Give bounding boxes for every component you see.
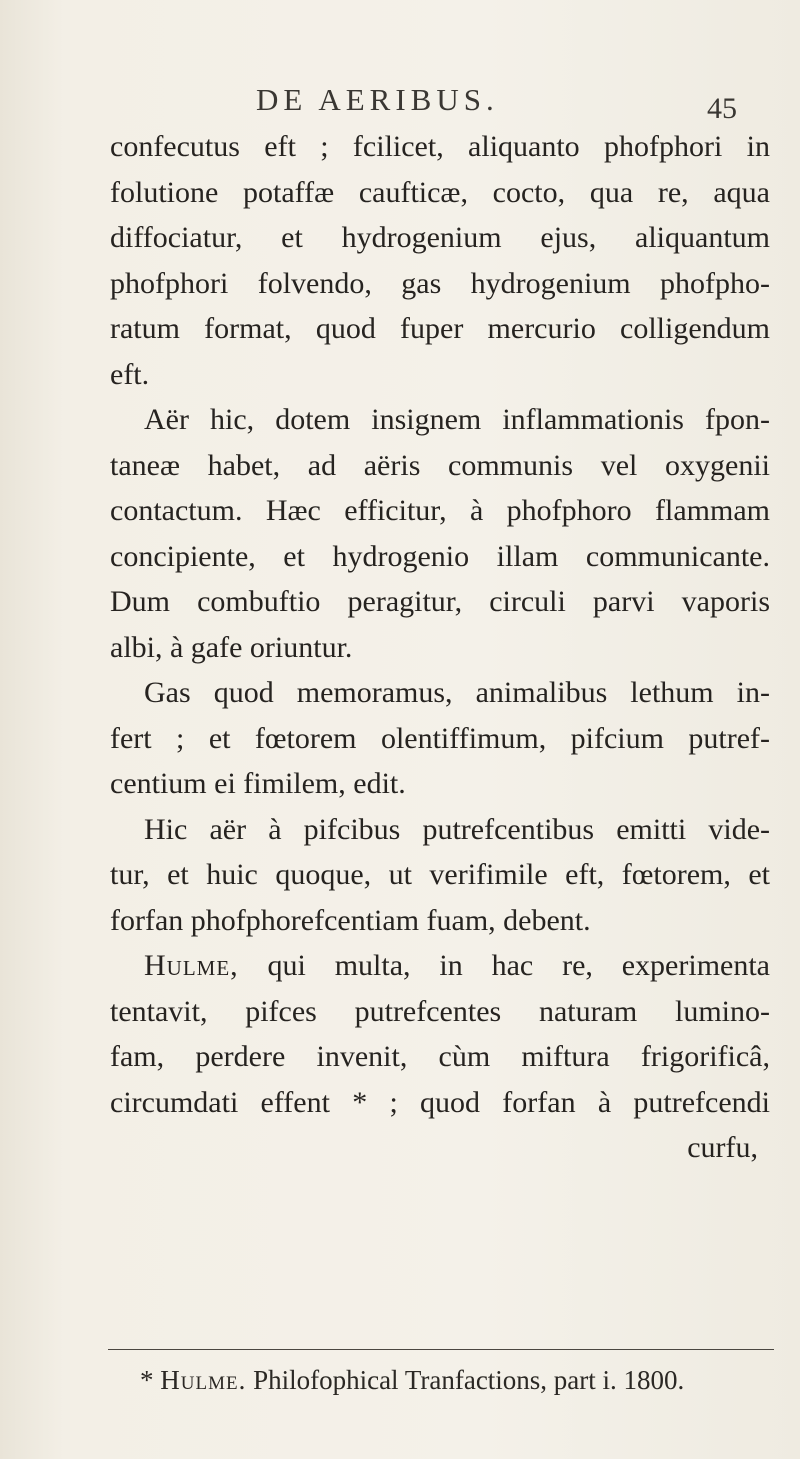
author-name: Hulme, <box>144 949 239 982</box>
text-line: circumdati effent * ; quod forfan à putrefcendi <box>110 1085 770 1119</box>
text-line: concipiente, et hydrogenio illam communicante. <box>110 539 770 573</box>
footnote-author: Hulme. <box>160 1365 247 1395</box>
footnote-rule <box>108 1349 774 1350</box>
text-line: phofphori folvendo, gas hydrogenium phofpho- <box>110 266 770 300</box>
text-line: eft. <box>110 357 150 391</box>
text-line: tentavit, pifces putrefcentes naturam lumino- <box>110 994 770 1028</box>
text-line: Gas quod memoramus, animalibus lethum in- <box>144 676 770 709</box>
page-header <box>0 76 800 126</box>
running-head: DE AERIBUS. <box>256 82 499 117</box>
footnote-marker: * <box>140 1365 154 1395</box>
text-line: ratum format, quod fuper mercurio colligendum <box>110 312 770 345</box>
text-line <box>110 943 770 989</box>
text-line: Dum combuftio peragitur, circuli parvi vaporis <box>110 585 770 618</box>
text-line: confecutus eft ; fcilicet, aliquanto phofphori in <box>110 130 770 163</box>
footnote-text: Philofophical Tranfactions, part i. 1800. <box>253 1365 685 1395</box>
text-line: contactum. Hæc efficitur, à phofphoro flammam <box>110 494 770 527</box>
catchword: curfu, <box>687 1131 758 1164</box>
text-line: forfan phofphorefcentiam fuam, debent. <box>110 903 591 937</box>
text-line: Aër hic, dotem insignem inflammationis fpon- <box>144 403 770 436</box>
paragraph-2 <box>110 397 770 670</box>
text-line-rest: qui multa, in hac re, experimenta <box>267 949 770 982</box>
paragraph-5 <box>110 943 770 1171</box>
text-line: tur, et huic quoque, ut verifimile eft, fœtorem, et <box>110 858 770 891</box>
paragraph-3 <box>110 670 770 807</box>
paragraph-4 <box>110 807 770 944</box>
text-line: albi, à gafe oriuntur. <box>110 630 353 664</box>
text-line: fam, perdere invenit, cùm miftura frigorificâ, <box>110 1040 770 1073</box>
page-number: 45 <box>707 92 737 125</box>
text-line: fert ; et fœtorem olentiffimum, pifcium putref- <box>110 721 770 755</box>
footnote <box>140 1362 780 1398</box>
text-line: taneæ habet, ad aëris communis vel oxygenii <box>110 448 770 482</box>
text-line: centium ei fimilem, edit. <box>110 767 406 800</box>
body-text <box>110 124 770 1171</box>
paragraph-1 <box>110 124 770 397</box>
text-line: diffociatur, et hydrogenium ejus, aliquantum <box>110 221 770 254</box>
text-line: folutione potaffæ caufticæ, cocto, qua re, aqua <box>110 175 770 209</box>
text-line: Hic aër à pifcibus putrefcentibus emitti vide- <box>144 812 770 846</box>
